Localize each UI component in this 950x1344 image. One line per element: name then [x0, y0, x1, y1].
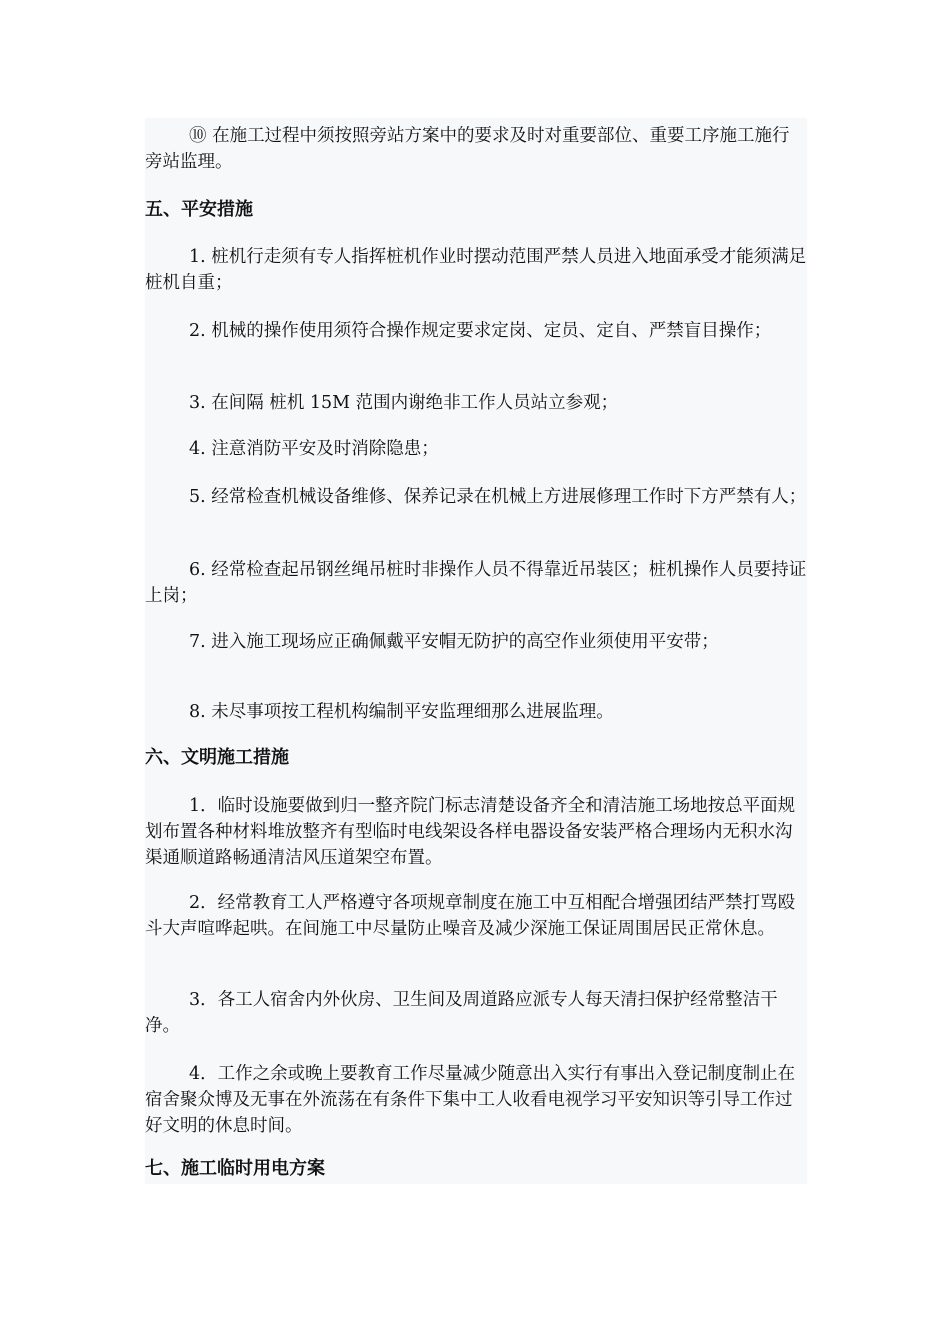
paragraph-item-10: ⑩ 在施工过程中须按照旁站方案中的要求及时对重要部位、重要工序施工施行旁站监理。: [145, 126, 790, 172]
paragraph-safety-7: 7. 进入施工现场应正确佩戴平安帽无防护的高空作业须使用平安带；: [189, 632, 719, 652]
paragraph-safety-4: 4. 注意消防平安及时消除隐患；: [189, 439, 439, 459]
paragraph-civil-3: 3．各工人宿舍内外伙房、卫生间及周道路应派专人每天清扫保护经常整洁干净。: [145, 990, 778, 1036]
paragraph-safety-6: 6. 经常检查起吊钢丝绳吊桩时非操作人员不得靠近吊装区；桩机操作人员要持证上岗；: [145, 560, 807, 606]
section-heading-7: 七、施工临时用电方案: [145, 1158, 325, 1179]
section-heading-5: 五、平安措施: [145, 199, 253, 220]
paragraph-safety-5: 5. 经常检查机械设备维修、保养记录在机械上方进展修理工作时下方严禁有人；: [189, 487, 807, 507]
paragraph-safety-8: 8. 未尽事项按工程机构编制平安监理细那么进展监理。: [189, 702, 614, 722]
paragraph-civil-1: 1．临时设施要做到归一整齐院门标志清楚设备齐全和清洁施工场地按总平面规划布置各种材料堆放整齐有型临时电线架设各样电器设备安装严格合理场内无积水沟渠通顺道路畅通清洁风压道架空布置。: [145, 796, 796, 868]
paragraph-safety-2: 2. 机械的操作使用须符合操作规定要求定岗、定员、定自、严禁盲目操作；: [189, 321, 772, 341]
section-heading-6: 六、文明施工措施: [145, 747, 289, 768]
document-page: [145, 118, 807, 1184]
paragraph-civil-2: 2．经常教育工人严格遵守各项规章制度在施工中互相配合增强团结严禁打骂殴斗大声喧哗起哄。在间施工中尽量防止噪音及减少深施工保证周围居民正常休息。: [145, 893, 796, 939]
paragraph-safety-1: 1. 桩机行走须有专人指挥桩机作业时摆动范围严禁人员进入地面承受才能须满足桩机自重；: [145, 247, 807, 293]
paragraph-safety-3: 3. 在间隔 桩机 15M 范围内谢绝非工作人员站立参观；: [189, 393, 619, 413]
paragraph-civil-4: 4．工作之余或晚上要教育工作尽量减少随意出入实行有事出入登记制度制止在宿舍聚众博及无事在外流荡在有条件下集中工人收看电视学习平安知识等引导工作过好文明的休息时间。: [145, 1064, 796, 1136]
